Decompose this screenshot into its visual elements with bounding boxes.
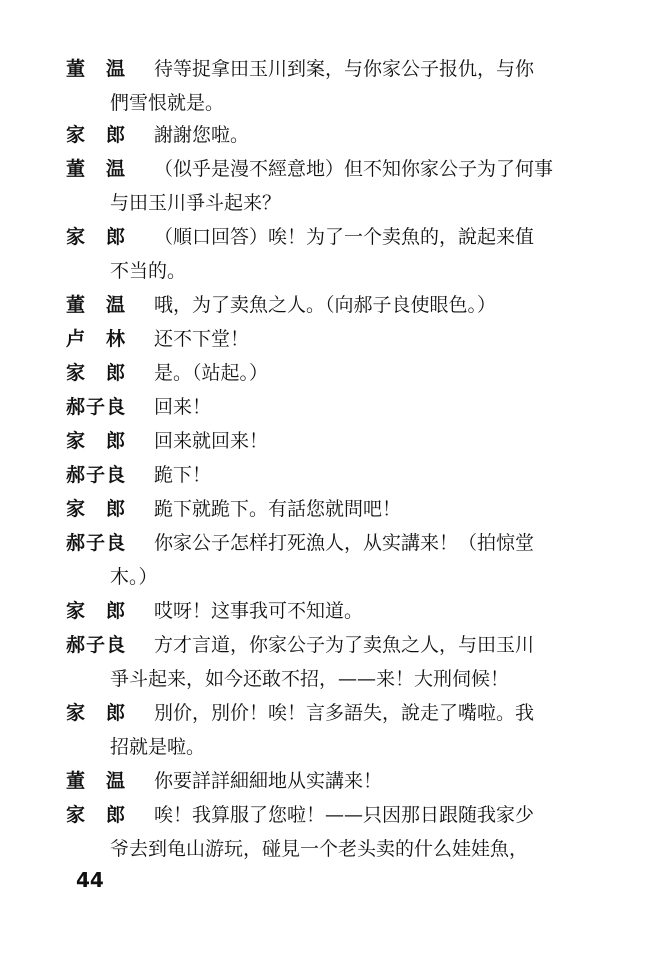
speaker-name: 家 郎	[66, 600, 127, 622]
dialogue-line	[66, 118, 249, 152]
dialogue-continuation	[110, 86, 224, 120]
dialogue-line	[66, 798, 534, 832]
dialogue-line	[66, 764, 382, 798]
dialogue-line	[66, 492, 401, 526]
dialogue-continuation	[110, 254, 186, 288]
speaker-name: 董 温	[66, 58, 127, 80]
speech-text: 唉！我算服了您啦！——只因那日跟随我家少	[154, 804, 535, 826]
speaker-name: 郝子良	[66, 464, 127, 486]
dialogue-line	[66, 424, 268, 458]
speech-text: 回来！	[154, 396, 212, 418]
speaker-name: 董 温	[66, 770, 127, 792]
speaker-name: 家 郎	[66, 498, 127, 520]
dialogue-line	[66, 628, 534, 662]
speech-text: 謝謝您啦。	[154, 124, 250, 146]
speech-text: 方才言道，你家公子为了卖魚之人，与田玉川	[154, 634, 535, 656]
speaker-name: 卢 林	[66, 328, 127, 350]
speech-text: 是。（站起。）	[154, 362, 269, 384]
speech-text: 待等捉拿田玉川到案，与你家公子报仇，与你	[154, 58, 535, 80]
speech-text: 回来就回来！	[154, 430, 269, 452]
speech-text: 你要詳詳細細地从实講来！	[154, 770, 383, 792]
dialogue-continuation	[110, 560, 158, 594]
speaker-name: 家 郎	[66, 226, 127, 248]
speech-text: 跪下就跪下。有話您就問吧！	[154, 498, 402, 520]
speaker-name: 家 郎	[66, 124, 127, 146]
speaker-name: 郝子良	[66, 634, 127, 656]
dialogue-continuation	[110, 730, 205, 764]
speech-text: 哦，为了卖魚之人。（向郝子良使眼色。）	[154, 294, 497, 316]
speech-text: 木。）	[110, 566, 158, 588]
speech-text: 爭斗起来，如今还敢不招，——来！大刑伺候！	[110, 668, 510, 690]
speech-text: （似乎是漫不經意地）但不知你家公子为了何事	[154, 158, 554, 180]
speaker-name: 郝子良	[66, 532, 127, 554]
page-number: 44	[76, 868, 104, 892]
dialogue-line	[66, 288, 496, 322]
speech-text: 不当的。	[110, 260, 187, 282]
dialogue-line	[66, 52, 534, 86]
speech-text: 哎呀！这事我可不知道。	[154, 600, 364, 622]
speech-text: 爷去到龟山游玩，碰見一个老头卖的什么娃娃魚，	[110, 838, 529, 860]
dialogue-line	[66, 356, 268, 390]
speaker-name: 家 郎	[66, 702, 127, 724]
dialogue-continuation	[110, 186, 281, 220]
speech-text: 們雪恨就是。	[110, 92, 225, 114]
speaker-name: 家 郎	[66, 362, 127, 384]
speech-text: （順口回答）唉！为了一个卖魚的，說起来值	[154, 226, 535, 248]
dialogue-line	[66, 526, 534, 560]
speaker-name: 董 温	[66, 158, 127, 180]
speech-text: 招就是啦。	[110, 736, 206, 758]
dialogue-continuation	[110, 832, 528, 866]
speech-text: 还不下堂！	[154, 328, 250, 350]
dialogue-continuation	[110, 662, 509, 696]
speech-text: 跪下！	[154, 464, 212, 486]
dialogue-line	[66, 390, 211, 424]
speaker-name: 董 温	[66, 294, 127, 316]
speaker-name: 郝子良	[66, 396, 127, 418]
speaker-name: 家 郎	[66, 430, 127, 452]
speech-text: 你家公子怎样打死漁人，从实講来！（拍惊堂	[154, 532, 535, 554]
speech-text: 別价，別价！唉！言多語失，說走了嘴啦。我	[154, 702, 535, 724]
speech-text: 与田玉川爭斗起来？	[110, 192, 282, 214]
dialogue-line	[66, 458, 211, 492]
dialogue-line	[66, 152, 553, 186]
speaker-name: 家 郎	[66, 804, 127, 826]
dialogue-line	[66, 594, 363, 628]
dialogue-line	[66, 220, 534, 254]
dialogue-line	[66, 322, 249, 356]
dialogue-line	[66, 696, 534, 730]
